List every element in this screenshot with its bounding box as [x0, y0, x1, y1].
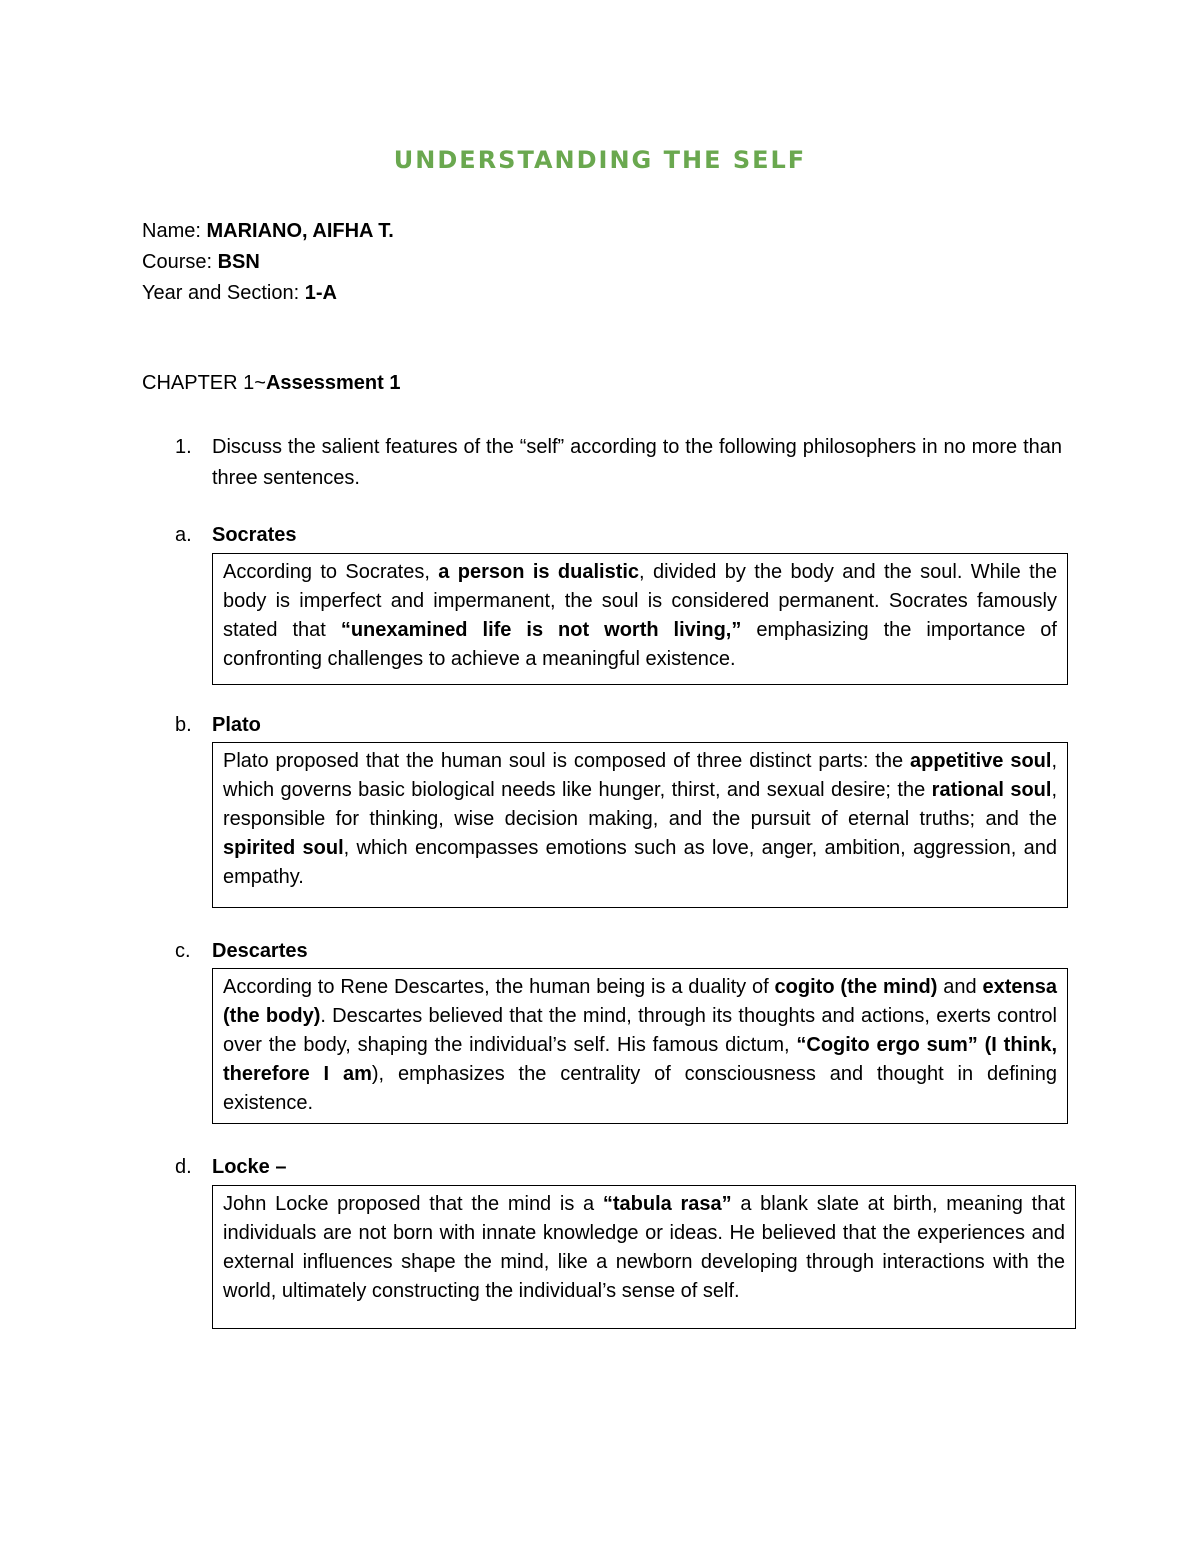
year-section-value: 1-A — [304, 282, 337, 304]
question-text: Discuss the salient features of the “self” according to the following philosophers in no more than three sentences. — [212, 436, 1062, 489]
section-label-socrates — [175, 524, 297, 547]
name-label: Name: — [142, 220, 207, 242]
section-letter: c. — [175, 940, 191, 962]
section-letter: d. — [175, 1156, 192, 1178]
philosopher-name: Locke – — [212, 1156, 287, 1178]
section-label-locke — [175, 1156, 286, 1179]
answer-emphasis: extensa (the body) — [223, 976, 1057, 1027]
answer-box-socrates — [212, 553, 1068, 685]
section-label-descartes — [175, 940, 308, 963]
name-value: MARIANO, AIFHA T. — [206, 220, 394, 242]
name-row — [142, 216, 394, 247]
question-number: 1. — [175, 436, 192, 458]
assessment-title: Assessment 1 — [265, 372, 401, 394]
answer-text: According to Rene Descartes, the human being is a duality of — [223, 976, 775, 998]
answer-text: John Locke proposed that the mind is a — [223, 1193, 603, 1215]
course-row — [142, 247, 394, 278]
answer-emphasis: cogito (the mind) — [774, 976, 938, 998]
answer-emphasis: “Cogito ergo sum” (I think, therefore I am — [223, 1034, 1058, 1085]
answer-text: a blank slate at birth, meaning that individuals are not born with innate knowledge or ideas. He believed that the experiences and external influences shape the mind, like a newborn developing through interactions with the world, ultimately constructing the individual’s sense of self. — [223, 1193, 1065, 1302]
answer-emphasis: rational soul — [931, 779, 1052, 801]
answer-emphasis: “tabula rasa” — [602, 1193, 732, 1215]
answer-box-descartes — [212, 968, 1068, 1124]
answer-box-plato — [212, 742, 1068, 908]
answer-emphasis: appetitive soul — [910, 750, 1052, 772]
answer-text: , responsible for thinking, wise decision making, and the pursuit of eternal truths; and the — [223, 779, 1057, 830]
answer-text: . Descartes believed that the mind, through its thoughts and actions, exerts control over the body, shaping the individual’s self. His famous dictum, — [223, 1005, 1057, 1056]
answer-text: Plato proposed that the human soul is composed of three distinct parts: the — [223, 750, 911, 772]
answer-text: ), emphasizes the centrality of consciousness and thought in defining existence. — [223, 1063, 1058, 1114]
answer-text: According to Socrates, — [223, 561, 439, 583]
section-letter: a. — [175, 524, 192, 546]
course-value: BSN — [217, 251, 260, 273]
philosopher-name: Plato — [212, 714, 261, 736]
section-label-plato — [175, 714, 261, 737]
document-title: UNDERSTANDING THE SELF — [393, 146, 807, 174]
philosopher-name: Descartes — [212, 940, 308, 962]
year-section-row — [142, 278, 394, 309]
student-info — [142, 216, 394, 309]
answer-box-locke — [212, 1185, 1076, 1329]
chapter-heading — [142, 372, 400, 395]
year-section-label: Year and Section: — [142, 282, 305, 304]
answer-emphasis: spirited soul — [223, 837, 344, 859]
answer-emphasis: a person is dualistic — [438, 561, 640, 583]
answer-text: , divided by the body and the soul. While the body is imperfect and impermanent, the soul is considered permanent. Socrates famously stated that — [223, 561, 1057, 641]
answer-emphasis: “unexamined life is not worth living,” — [340, 619, 742, 641]
answer-text: , which encompasses emotions such as love, anger, ambition, aggression, and empathy. — [223, 837, 1058, 888]
answer-text: , which governs basic biological needs like hunger, thirst, and sexual desire; the — [223, 750, 1058, 801]
chapter-prefix: CHAPTER 1~ — [142, 372, 266, 394]
section-letter: b. — [175, 714, 192, 736]
philosopher-name: Socrates — [212, 524, 297, 546]
answer-text: emphasizing the importance of confronting challenges to achieve a meaningful existence. — [223, 619, 1057, 670]
course-label: Course: — [142, 251, 218, 273]
answer-text: and — [937, 976, 983, 998]
